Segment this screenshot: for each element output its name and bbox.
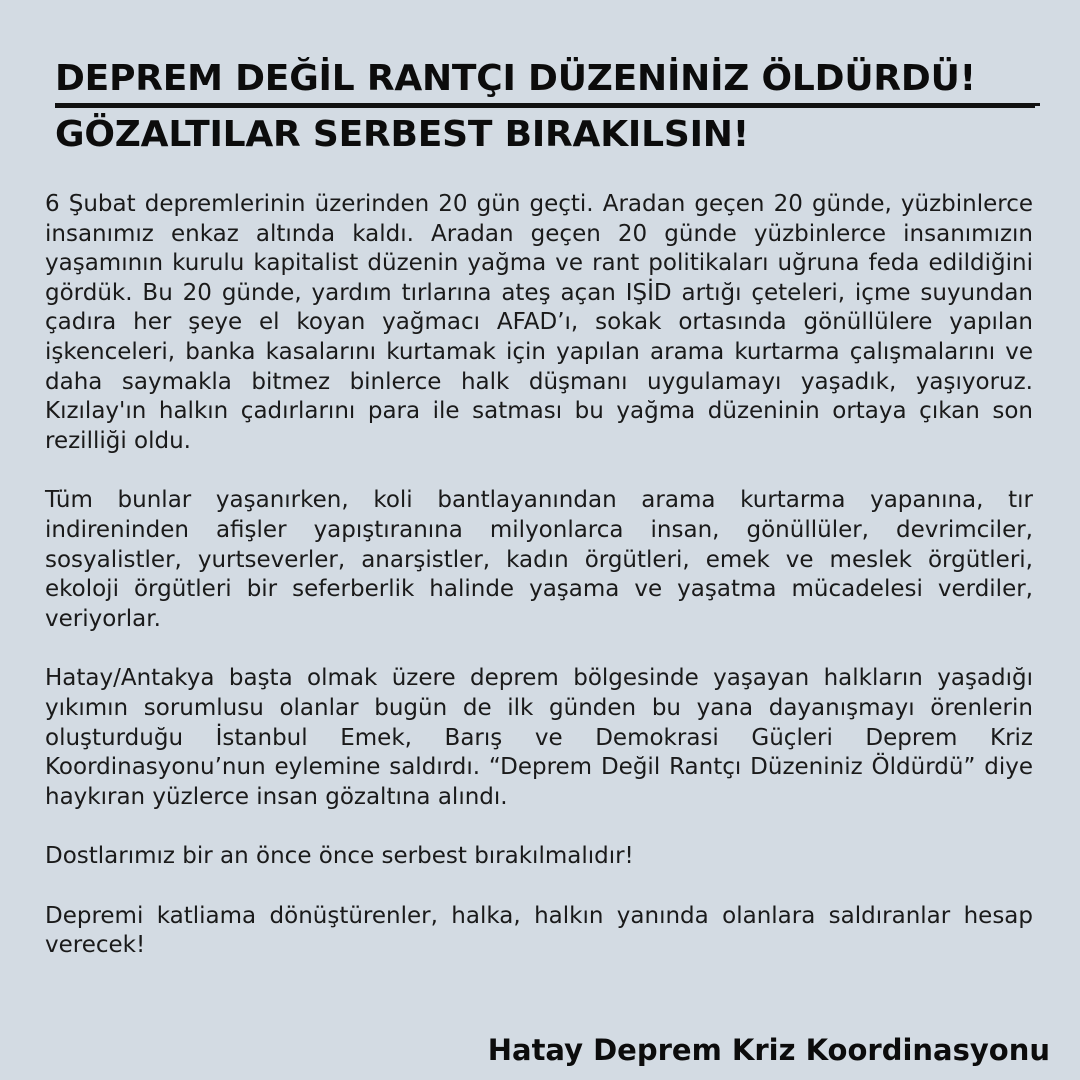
headline-line-2: GÖZALTILAR SERBEST BIRAKILSIN! [55,114,749,155]
paragraph-3: Hatay/Antakya başta olmak üzere deprem bölgesinde yaşayan halkların yaşadığı yıkımın sorumlusu olanlar bugün de ilk günden bu yana dayanışmayı örenlerin oluşturduğu İstanbul Emek, Barış ve Demokrasi Güçleri Deprem Kriz Koordinasyonu’nun eylemine saldırdı. “Deprem Değil Rantçı Düzeniniz Öldürdü” diye haykıran yüzlerce insan gözaltına alındı. [45,665,1033,810]
paragraph-5: Depremi katliama dönüştürenler, halka, halkın yanında olanlara saldıranlar hesap verecek! [45,902,1033,959]
paragraph-2: Tüm bunlar yaşanırken, koli bantlayanından arama kurtarma yapanına, tır indireninden afişler yapıştıranına milyonlarca insan, gönüllüler, devrimciler, sosyalistler, yurtseverler, anarşistler, kadın örgütleri, emek ve meslek örgütleri, ekoloji örgütleri bir seferberlik halinde yaşama ve yaşatma mücadelesi verdiler, veriyorlar. [45,487,1033,632]
headline-divider [55,104,1035,108]
paragraph-1: 6 Şubat depremlerinin üzerinden 20 gün geçti. Aradan geçen 20 günde, yüzbinlerce insanımız enkaz altında kaldı. Aradan geçen 20 günde yüzbinlerce insanımızın yaşamının kurulu kapitalist düzenin yağma ve rant politikaları uğruna feda edildiğini gördük. Bu 20 günde, yardım tırlarına ateş açan IŞİD artığı çeteleri, içme suyundan çadıra her şeye el koyan yağmacı AFAD’ı, sokak ortasında gönüllülere yapılan işkenceleri, banka kasalarını kurtamak için yapılan arama kurtarma çalışmalarını ve daha saymakla bitmez binlerce halk düşmanı uygulamayı yaşadık, yaşıyoruz. Kızılay'ın halkın çadırlarını para ile satması bu yağma düzeninin ortaya çıkan son rezilliği oldu. [45,191,1033,454]
headline-line-1: DEPREM DEĞİL RANTÇI DÜZENİNİZ ÖLDÜRDÜ! [55,56,1040,106]
paragraph-4: Dostlarımız bir an önce önce serbest bırakılmalıdır! [45,843,634,870]
statement-body [45,190,1033,991]
signature: Hatay Deprem Kriz Koordinasyonu [487,1033,1050,1067]
